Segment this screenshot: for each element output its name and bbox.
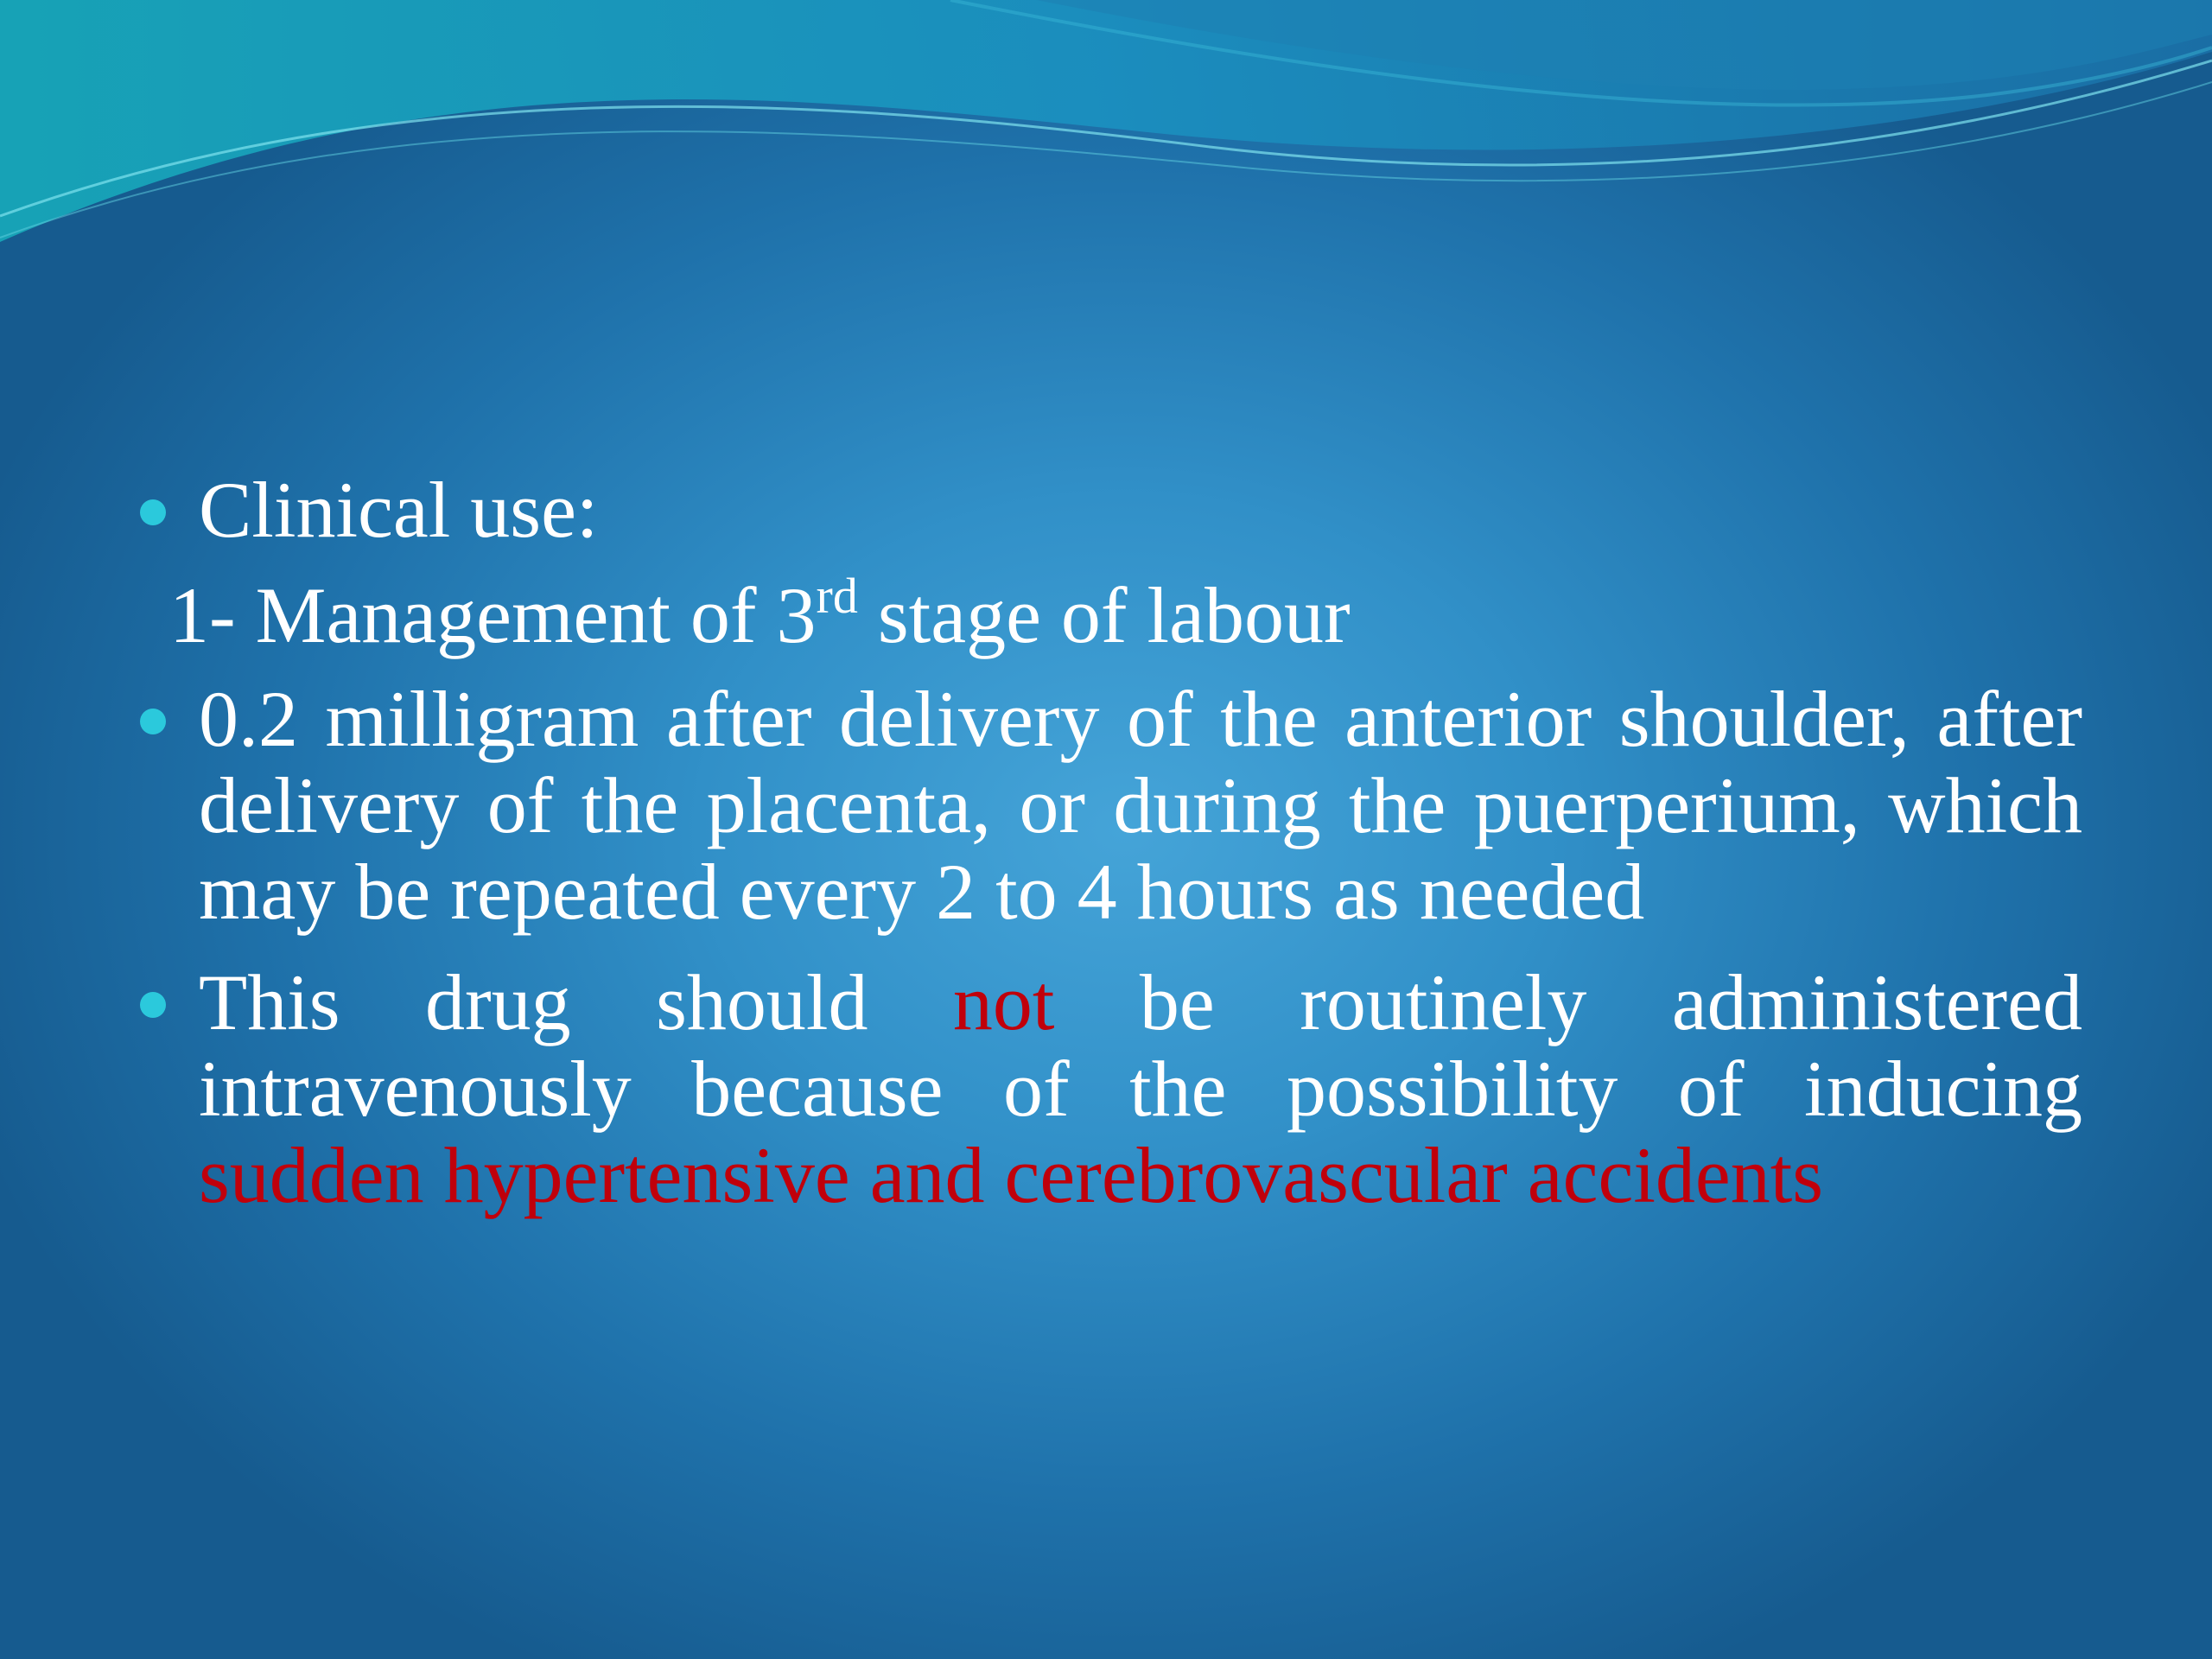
bullet-text: 0.2 milligram after delivery of the anterior shoulder, after delivery of the placenta, or during the puerperium, which may be repeated every 2 to 4 hours as needed xyxy=(199,675,2082,936)
bullet-warning xyxy=(130,959,2082,1218)
bullet-text: Clinical use: xyxy=(199,466,599,554)
header-wave-decoration xyxy=(0,0,2212,276)
sub-item-management xyxy=(130,568,2082,659)
sub-item-prefix: 1- Management of 3 xyxy=(169,571,817,659)
warning-text-part1: This drug should xyxy=(199,958,953,1046)
warning-emphasis-accidents: sudden hypertensive and cerebrovascular accidents xyxy=(199,1131,1824,1219)
bullet-clinical-use xyxy=(130,467,2082,553)
slide-body xyxy=(130,467,2082,1218)
ordinal-superscript: rd xyxy=(816,568,858,624)
warning-emphasis-not: not xyxy=(952,958,1055,1046)
warning-text-part3: be routinely administered intravenously because of the possibility of inducing xyxy=(199,958,2083,1133)
sub-item-suffix: stage of labour xyxy=(857,571,1351,659)
bullet-icon xyxy=(140,499,166,525)
bullet-icon xyxy=(140,709,166,734)
bullet-dosage xyxy=(130,676,2082,935)
bullet-icon xyxy=(140,992,166,1018)
